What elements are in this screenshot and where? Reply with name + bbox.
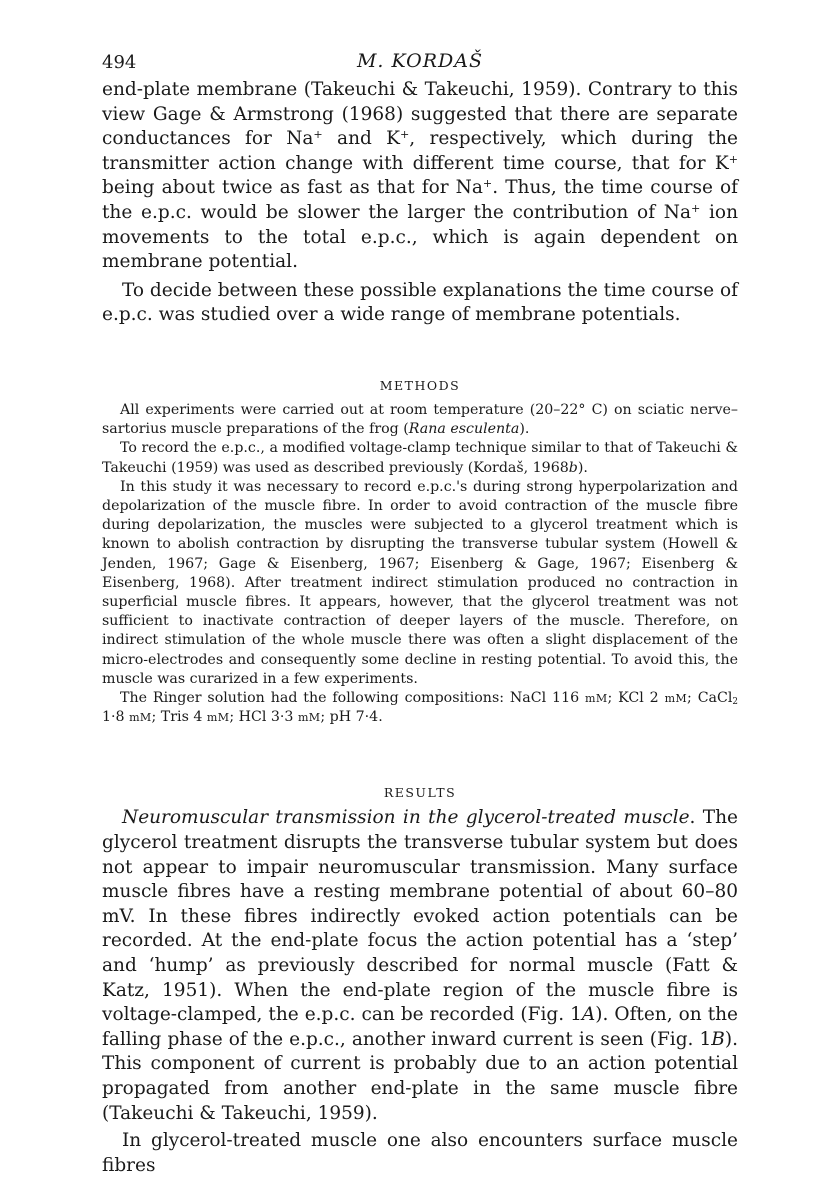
intro-paragraph-2: To decide between these possible explanations the time course of e.p.c. was studied over a wide range of membrane potentials.: [102, 279, 738, 326]
methods-paragraph-3: In this study it was necessary to record e.p.c.'s during strong hyperpolarization and depolarization of the muscle fibre. In order to avoid contraction of the muscle fibre during depolarization, the muscles were subjected to a glycerol treatment which is known to abolish contraction by disrupting the transverse tubular system (Howell & Jenden, 1967; Gage & Eisenberg, 1967; Eisenberg & Gage, 1967; Eisenberg & Eisenberg, 1968). After treatment indirect stimulation produced no contraction in superficial muscle fibres. It appears, however, that the glycerol treatment was not sufficient to inactivate contraction of deeper layers of the muscle. Therefore, on indirect stimulation of the whole muscle there was often a slight displacement of the micro-electrodes and consequently some decline in resting potential. To avoid this, the muscle was curarized in a few experiments.: [102, 478, 738, 687]
results-paragraph-2: In glycerol-treated muscle one also encounters surface muscle fibres: [102, 1130, 738, 1176]
methods-paragraph-4: The Ringer solution had the following compositions: NaCl 116 mM; KCl 2 mM; CaCl$_2$ 1·8 mM; Tris 4 mM; HCl 3·3 mM; pH 7·4.: [102, 689, 739, 726]
methods-paragraph-2: To record the e.p.c., a modified voltage-clamp technique similar to that of Takeuchi & Takeuchi (1959) was used as described previously (Kordaš, 1968b).: [102, 440, 738, 476]
page-number: 494: [102, 52, 137, 73]
page: [102, 42, 738, 1178]
results-paragraph-1: Neuromuscular transmission in the glycerol-treated muscle. The glycerol treatment disrupts the transverse tubular system but does not appear to impair neuromuscular transmission. Many surface muscle fibres have a resting membrane potential of about 60–80 mV. In these fibres indirectly evoked action potentials can be recorded. At the end-plate focus the action potential has a ‘step’ and ‘hump’ as previously described for normal muscle (Fatt & Katz, 1951). When the end-plate region of the muscle fibre is voltage-clamped, the e.p.c. can be recorded (Fig. 1A). Often, on the falling phase of the e.p.c., another inward current is seen (Fig. 1B). This component of current is probably due to an action potential propagated from another end-plate in the same muscle fibre (Takeuchi & Takeuchi, 1959).: [102, 807, 738, 1124]
results-heading: RESULTS: [383, 785, 457, 801]
page-header: [102, 42, 738, 76]
methods-paragraph-1: All experiments were carried out at room temperature (20–22° C) on sciatic nerve–sartorius muscle preparations of the frog (Rana esculenta).: [102, 401, 738, 438]
intro-paragraph-1: end-plate membrane (Takeuchi & Takeuchi, 1959). Contrary to this view Gage & Armstrong (1968) suggested that there are separate conductances for Na+ and K+, respectively, which during the transmitter action change with different time course, that for K+ being about twice as fast as that for Na+. Thus, the time course of the e.p.c. would be slower the larger the contribution of Na+ ion movements to the total e.p.c., which is again dependent on membrane potential.: [102, 79, 738, 273]
running-title: M. KORDAŠ: [356, 50, 484, 72]
methods-heading: METHODS: [379, 377, 461, 393]
